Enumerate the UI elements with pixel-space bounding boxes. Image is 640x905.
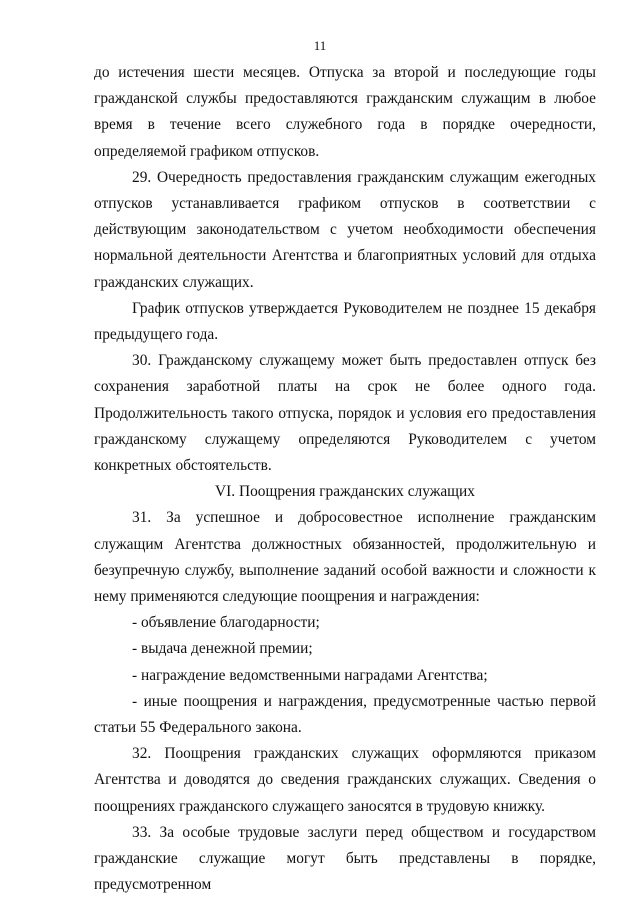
- list-item: - выдача денежной премии;: [132, 640, 313, 658]
- paragraph-33: 33. За особые трудовые заслуги перед обществом и государством гражданские служащие могут быть представлены в порядке, предусмотренном: [94, 823, 596, 894]
- document-body: [94, 60, 596, 899]
- section-heading: VI. Поощрения гражданских служащих: [215, 483, 475, 501]
- page-number: 11: [313, 38, 327, 53]
- paragraph-30: 30. Гражданскому служащему может быть предоставлен отпуск без сохранения заработной платы на срок не более одного года. Продолжительность такого отпуска, порядок и условия его предоставления гражданскому служащему определяются Руководителем с учетом конкретных обстоятельств.: [94, 352, 596, 475]
- paragraph-vacation-schedule: График отпусков утверждается Руководителем не позднее 15 декабря предыдущего года.: [94, 299, 596, 344]
- paragraph-31: 31. За успешное и добросовестное исполнение гражданским служащим Агентства должностных обязанностей, продолжительную и безупречную службу, выполнение заданий особой важности и сложности к нему применяются следующие поощрения и награждения:: [94, 509, 596, 606]
- list-item: - объявление благодарности;: [132, 614, 320, 632]
- paragraph-29: 29. Очередность предоставления гражданским служащим ежегодных отпусков устанавливается графиком отпусков в соответствии с действующим законодательством с учетом необходимости обеспечения нормальной деятельности Агентства и благоприятных условий для отдыха гражданских служащих.: [94, 168, 596, 291]
- paragraph-continuation: до истечения шести месяцев. Отпуска за второй и последующие годы гражданской службы предоставляются гражданским служащим в любое время в течение всего служебного года в порядке очередности, определяемой графиком отпусков.: [94, 64, 596, 160]
- list-item: - награждение ведомственными наградами Агентства;: [132, 666, 488, 684]
- list-item: - иные поощрения и награждения, предусмотренные частью первой статьи 55 Федерального закона.: [94, 692, 596, 737]
- paragraph-32: 32. Поощрения гражданских служащих оформляются приказом Агентства и доводятся до сведения гражданских служащих. Сведения о поощрениях гражданского служащего заносятся в трудовую книжку.: [94, 745, 596, 815]
